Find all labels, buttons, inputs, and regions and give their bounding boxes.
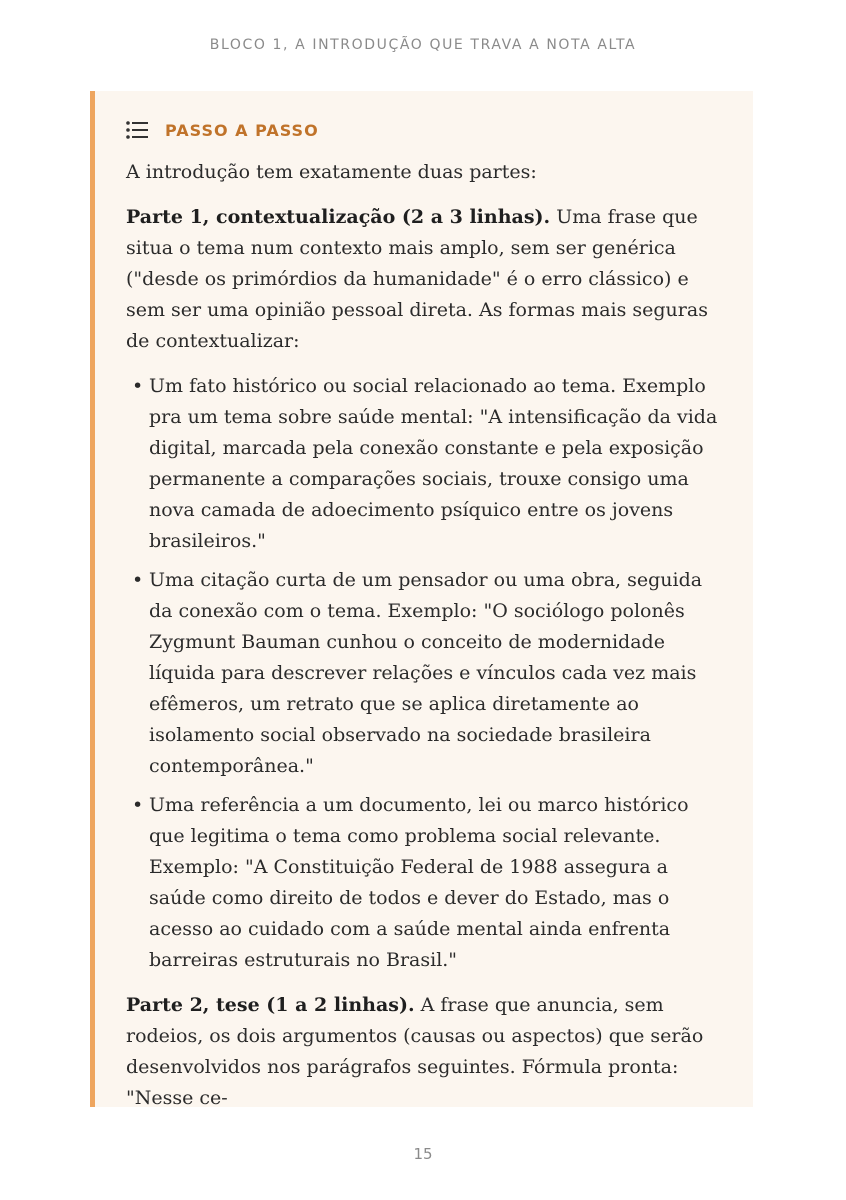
part1-title: Parte 1, contextualização (2 a 3 linhas). [126,206,551,228]
part1-paragraph [126,202,729,357]
part2-paragraph [126,990,729,1107]
part1-text: Uma frase que situa o tema num contexto mais amplo, sem ser genérica ("desde os primórdios da humanidade" é o erro clássico) e sem ser uma opinião pessoal direta. As formas mais seguras de contextualizar: [126,206,708,352]
list-item: • Uma referência a um documento, lei ou marco histórico que legitima o tema como problema social relevante. Exemplo: "A Constituição Federal de 1988 assegura a saúde como direito de todos e dever do Estado, mas o acesso ao cuidado com a saúde mental ainda enfrenta barreiras estruturais no Brasil." [126,790,729,976]
context-options-list [126,371,729,976]
intro-paragraph: A introdução tem exatamente duas partes: [126,161,537,183]
list-icon [126,121,148,139]
callout-header [126,115,729,145]
callout-label: PASSO A PASSO [165,120,319,140]
page-number: 15 [413,1145,433,1163]
list-item: • Uma citação curta de um pensador ou uma obra, seguida da conexão com o tema. Exemplo: "O sociólogo polonês Zygmunt Bauman cunhou o conceito de modernidade líquida para descrever relações e vínculos cada vez mais efêmeros, um retrato que se aplica diretamente ao isolamento social observado na sociedade brasileira contemporânea." [126,565,729,782]
part2-text: A frase que anuncia, sem rodeios, os dois argumentos (causas ou aspectos) que serão desenvolvidos nos parágrafos seguintes. Fórmula pronta: "Nesse ce- [126,994,704,1107]
list-item: • Um fato histórico ou social relacionado ao tema. Exemplo pra um tema sobre saúde mental: "A intensificação da vida digital, marcada pela conexão constante e pela exposição permanente a comparações sociais, trouxe consigo uma nova camada de adoecimento psíquico entre os jovens brasileiros." [126,371,729,557]
callout-body [126,157,729,1107]
step-by-step-callout [90,91,753,1107]
running-header: BLOCO 1, A INTRODUÇÃO QUE TRAVA A NOTA ALTA [209,37,637,53]
part2-title: Parte 2, tese (1 a 2 linhas). [126,994,415,1016]
